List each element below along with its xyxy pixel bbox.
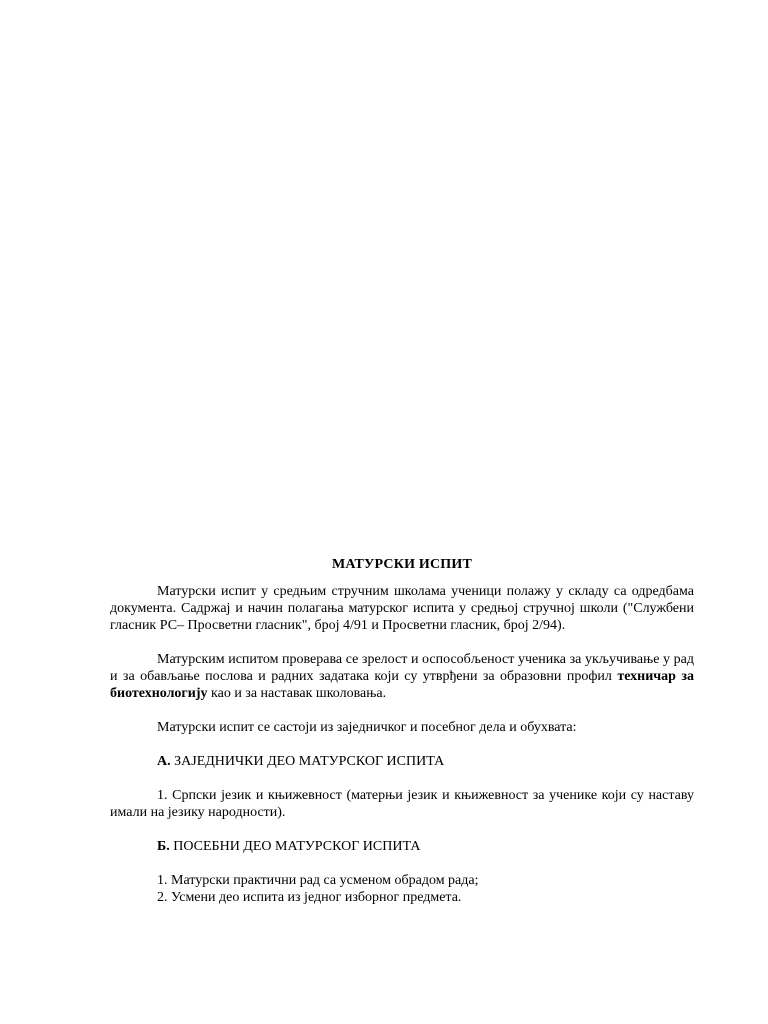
profile-name: техничар за биотехнологију bbox=[110, 669, 694, 701]
section-a-item: 1. Српски језик и књижевност (матерњи језик и књижевност за ученике који су наставу имали на језику народности). bbox=[110, 788, 694, 820]
section-a-heading bbox=[110, 753, 694, 770]
section-a-marker: А. bbox=[157, 754, 171, 769]
section-b-heading bbox=[110, 838, 694, 855]
section-b-marker: Б. bbox=[157, 839, 170, 854]
intro-paragraph: Матурски испит у средњим стручним школама ученици полажу у складу са одредбама документа. Садржај и начин полагања матурског испита у средњој стручној школи ("Службени гласник РС– Просветни гласник", број 4/91 и Просветни гласник, број 2/94). bbox=[110, 584, 694, 633]
purpose-text-start: Матурским испитом проверава се зрелост и оспособљеност ученика за укључивање у рад и за обављање послова и радних задатака који су утврђени за образовни профил bbox=[110, 652, 694, 684]
purpose-paragraph bbox=[110, 651, 694, 702]
section-a-title: ЗАЈЕДНИЧКИ ДЕО МАТУРСКОГ ИСПИТА bbox=[170, 754, 445, 769]
section-b-item: 2. Усмени део испита из једног изборног предмета. bbox=[157, 890, 462, 905]
purpose-text-end: као и за наставак школовања. bbox=[207, 686, 387, 701]
document-title: МАТУРСКИ ИСПИТ bbox=[332, 557, 472, 572]
section-b-title: ПОСЕБНИ ДЕО МАТУРСКОГ ИСПИТА bbox=[169, 839, 421, 854]
section-b-item: 1. Матурски практични рад са усменом обрадом рада; bbox=[157, 873, 479, 888]
document-body bbox=[110, 556, 694, 906]
section-b-list bbox=[110, 872, 694, 906]
structure-paragraph: Матурски испит се састоји из заједничког и посебног дела и обухвата: bbox=[157, 720, 577, 735]
